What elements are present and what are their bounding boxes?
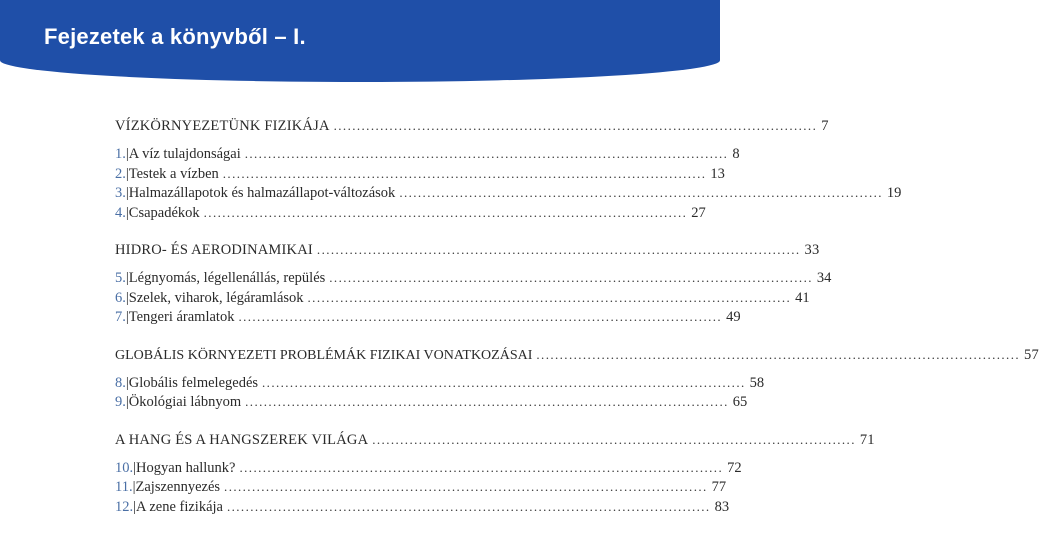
- chapter-page: 8: [732, 146, 740, 162]
- chapter-page: 27: [691, 204, 706, 221]
- dot-leader: ........................................................................................................: [203, 204, 688, 220]
- chapter-row: [115, 309, 741, 329]
- chapter-number: 1.: [115, 146, 126, 162]
- separator-bar: |: [125, 270, 129, 286]
- chapter-title: A víz tulajdonságai: [128, 146, 241, 162]
- chapter-number: 4.: [115, 204, 126, 221]
- chapter-page: 58: [749, 374, 765, 391]
- section-page: 7: [821, 118, 829, 134]
- chapter-row: [115, 498, 730, 519]
- section-heading-row: [115, 242, 820, 264]
- dot-leader: ........................................................................................................: [372, 431, 856, 447]
- dot-leader: ........................................................................................................: [226, 498, 711, 514]
- chapter-title: Szelek, viharok, légáramlások: [128, 289, 304, 306]
- section-heading-row: [115, 346, 1039, 369]
- dot-leader: ........................................................................................................: [238, 309, 723, 324]
- table-of-contents: [115, 118, 1039, 518]
- slide-title: Fejezetek a könyvből – I.: [44, 24, 306, 49]
- chapter-number: 2.: [115, 165, 126, 182]
- separator-bar: |: [125, 394, 129, 410]
- chapter-page: 77: [711, 479, 727, 495]
- chapter-number: 10.: [115, 459, 134, 476]
- chapter-page: 83: [714, 498, 730, 515]
- chapter-number: 12.: [115, 498, 134, 515]
- section-page: 57: [1024, 346, 1039, 363]
- chapter-row: [115, 185, 902, 205]
- chapter-title: Ökológiai lábnyom: [128, 394, 242, 410]
- chapter-title: A zene fizikája: [136, 498, 223, 515]
- dot-leader: ........................................................................................................: [536, 346, 1020, 362]
- separator-bar: |: [132, 479, 136, 495]
- chapter-page: 49: [726, 309, 741, 325]
- dot-leader: ........................................................................................................: [222, 165, 707, 181]
- chapter-page: 13: [710, 165, 725, 182]
- section-title: A HANG ÉS A HANGSZEREK VILÁGA: [115, 431, 369, 448]
- separator-bar: |: [125, 165, 129, 182]
- chapter-row: [115, 165, 725, 186]
- chapter-page: 72: [727, 459, 742, 476]
- separator-bar: |: [125, 185, 129, 201]
- section-heading-row: [115, 118, 829, 140]
- chapter-title: Testek a vízben: [128, 165, 219, 182]
- dot-leader: ........................................................................................................: [316, 242, 801, 257]
- chapter-page: 34: [816, 270, 832, 286]
- chapter-title: Csapadékok: [128, 204, 200, 221]
- chapter-title: Légnyomás, légellenállás, repülés: [128, 270, 326, 286]
- section-title: HIDRO- ÉS AERODINAMIKAI: [115, 242, 313, 258]
- chapter-page: 19: [886, 185, 902, 201]
- separator-bar: |: [125, 289, 129, 306]
- chapter-row: [115, 270, 832, 290]
- chapter-number: 6.: [115, 289, 126, 306]
- toc-section: [115, 118, 902, 224]
- chapter-row: [115, 204, 706, 225]
- separator-bar: |: [125, 146, 129, 162]
- toc-section: [115, 346, 1039, 414]
- section-title: GLOBÁLIS KÖRNYEZETI PROBLÉMÁK FIZIKAI VONATKOZÁSAI: [115, 347, 533, 363]
- chapter-number: 5.: [115, 270, 126, 286]
- separator-bar: |: [133, 498, 137, 515]
- slide-header: [0, 0, 720, 82]
- toc-section: [115, 431, 875, 519]
- dot-leader: ........................................................................................................: [262, 374, 746, 390]
- toc-section: [115, 242, 832, 329]
- chapter-page: 41: [795, 289, 810, 306]
- dot-leader: ........................................................................................................: [307, 289, 792, 305]
- section-title: VÍZKÖRNYEZETÜNK FIZIKÁJA: [115, 118, 330, 134]
- dot-leader: ........................................................................................................: [239, 459, 724, 475]
- separator-bar: |: [125, 374, 129, 391]
- dot-leader: ........................................................................................................: [329, 270, 813, 285]
- chapter-number: 7.: [115, 309, 126, 325]
- chapter-number: 3.: [115, 185, 126, 201]
- chapter-row: [115, 394, 748, 414]
- separator-bar: |: [125, 309, 129, 325]
- chapter-row: [115, 374, 765, 395]
- chapter-title: Tengeri áramlatok: [128, 309, 235, 325]
- chapter-row: [115, 146, 740, 166]
- chapter-row: [115, 479, 727, 499]
- chapter-title: Halmazállapotok és halmazállapot-változások: [128, 185, 396, 201]
- chapter-row: [115, 459, 742, 480]
- separator-bar: |: [133, 459, 137, 476]
- chapter-number: 11.: [115, 479, 133, 495]
- section-page: 71: [859, 431, 875, 448]
- dot-leader: ........................................................................................................: [399, 185, 883, 200]
- dot-leader: ........................................................................................................: [333, 118, 818, 133]
- dot-leader: ........................................................................................................: [245, 394, 729, 409]
- chapter-number: 8.: [115, 374, 126, 391]
- chapter-title: Zajszennyezés: [135, 479, 221, 495]
- chapter-page: 65: [732, 394, 748, 410]
- section-page: 33: [804, 242, 820, 258]
- dot-leader: ........................................................................................................: [244, 146, 729, 161]
- chapter-row: [115, 289, 810, 310]
- chapter-title: Hogyan hallunk?: [136, 459, 236, 476]
- dot-leader: ........................................................................................................: [224, 479, 708, 494]
- separator-bar: |: [125, 204, 129, 221]
- chapter-title: Globális felmelegedés: [128, 374, 259, 391]
- section-heading-row: [115, 431, 875, 454]
- chapter-number: 9.: [115, 394, 126, 410]
